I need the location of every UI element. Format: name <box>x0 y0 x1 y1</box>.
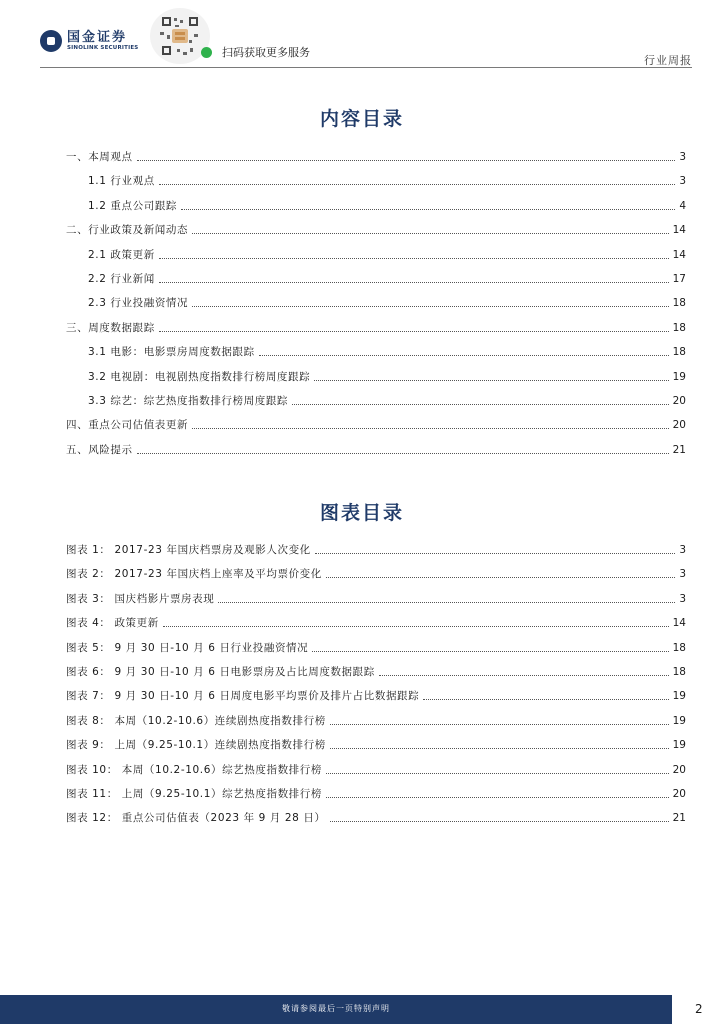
toc-entry-label: 3.2 电视剧：电视剧热度指数排行榜周度跟踪 <box>88 370 311 383</box>
logo-mark-icon <box>40 30 62 52</box>
footer-disclaimer: 敬请参阅最后一页特别声明 <box>282 1004 390 1013</box>
figure-entry-label: 图表 3： 国庆档影片票房表现 <box>66 592 215 605</box>
toc-entry-label: 二、行业政策及新闻动态 <box>66 224 189 237</box>
figure-entry-page: 20 <box>672 788 686 800</box>
figure-entry-label: 图表 12： 重点公司估值表（2023 年 9 月 28 日） <box>66 812 326 825</box>
toc-entry-page: 3 <box>679 175 686 188</box>
toc-entry[interactable] <box>88 296 686 310</box>
figure-entry-page: 20 <box>672 763 686 776</box>
page-header <box>0 0 724 68</box>
toc-entry-page: 18 <box>672 297 686 310</box>
toc-entry-page: 17 <box>672 273 686 285</box>
figure-entry-page: 19 <box>672 690 686 703</box>
figure-entry[interactable] <box>66 665 686 679</box>
toc-entry[interactable] <box>66 223 686 237</box>
toc-entry[interactable] <box>66 443 686 457</box>
dot-leader <box>330 724 669 725</box>
toc-entry-page: 18 <box>672 321 686 334</box>
dot-leader <box>159 184 675 185</box>
figure-entry-label: 图表 1： 2017-23 年国庆档票房及观影人次变化 <box>66 544 311 556</box>
toc-entry-page: 4 <box>679 199 686 212</box>
toc-entry-label: 3.1 电影：电影票房周度数据跟踪 <box>88 346 255 359</box>
dot-leader <box>159 331 669 332</box>
dot-leader <box>192 233 669 234</box>
toc-entry-label: 3.3 综艺：综艺热度指数排行榜周度跟踪 <box>88 395 289 407</box>
toc-entry[interactable] <box>88 199 686 213</box>
figure-entry[interactable] <box>66 811 686 825</box>
dot-leader <box>312 651 668 652</box>
figure-entry-label: 图表 10： 本周（10.2-10.6）综艺热度指数排行榜 <box>66 763 322 776</box>
report-type-label: 行业周报 <box>644 54 692 67</box>
toc-entry-label: 一、本周观点 <box>66 151 133 163</box>
figures-title: 图表目录 <box>319 502 404 524</box>
figure-entry-page: 14 <box>672 617 686 630</box>
figure-entry-page: 3 <box>679 592 686 605</box>
figure-entry-label: 图表 7： 9 月 30 日-10 月 6 日周度电影平均票价及排片占比数据跟踪 <box>66 690 420 703</box>
dot-leader <box>137 160 676 161</box>
page-number: 2 <box>695 1002 703 1016</box>
figure-entry-label: 图表 8： 本周（10.2-10.6）连续剧热度指数排行榜 <box>66 714 326 727</box>
toc-entry[interactable] <box>88 394 686 408</box>
dot-leader <box>163 626 669 627</box>
dot-leader <box>330 748 669 749</box>
figure-entry[interactable] <box>66 714 686 728</box>
wechat-badge-icon <box>201 47 212 58</box>
figure-entry[interactable] <box>66 641 686 655</box>
dot-leader <box>218 602 675 603</box>
figure-entry-label: 图表 6： 9 月 30 日-10 月 6 日电影票房及占比周度数据跟踪 <box>66 666 375 678</box>
toc-entry[interactable] <box>66 418 686 432</box>
figure-entry-page: 18 <box>672 641 686 654</box>
toc-entry[interactable] <box>88 370 686 384</box>
figure-entry[interactable] <box>66 763 686 777</box>
sinolink-logo <box>40 28 138 54</box>
toc-entry-label: 五、风险提示 <box>66 443 133 456</box>
toc-entry-page: 14 <box>672 248 686 261</box>
figure-entry-label: 图表 2： 2017-23 年国庆档上座率及平均票价变化 <box>66 568 322 581</box>
figure-entry-page: 3 <box>679 568 686 581</box>
toc-entry-page: 20 <box>672 419 686 432</box>
toc-entry[interactable] <box>66 321 686 335</box>
figure-entry[interactable] <box>66 567 686 581</box>
toc-entry-label: 2.2 行业新闻 <box>88 273 155 285</box>
brand-name-cn: 国金证券 <box>67 29 128 45</box>
dot-leader <box>192 306 668 307</box>
toc-entry-page: 3 <box>679 151 686 163</box>
dot-leader <box>330 821 669 822</box>
toc-entry[interactable] <box>88 248 686 262</box>
figure-entry[interactable] <box>66 592 686 606</box>
dot-leader <box>181 209 675 210</box>
figure-entry[interactable] <box>66 738 686 752</box>
dot-leader <box>379 675 669 676</box>
toc-entry-label: 1.1 行业观点 <box>88 175 155 188</box>
toc-entry-page: 14 <box>672 224 686 237</box>
figure-entry-page: 21 <box>672 812 686 825</box>
dot-leader <box>259 355 669 356</box>
toc-entry-label: 2.1 政策更新 <box>88 248 155 261</box>
dot-leader <box>292 404 669 405</box>
dot-leader <box>159 282 669 283</box>
figure-entry-label: 图表 4： 政策更新 <box>66 617 159 630</box>
dot-leader <box>192 428 669 429</box>
figure-entry-label: 图表 5： 9 月 30 日-10 月 6 日行业投融资情况 <box>66 641 309 654</box>
figure-entry-page: 19 <box>672 739 686 752</box>
figure-entry-label: 图表 11： 上周（9.25-10.1）综艺热度指数排行榜 <box>66 788 322 800</box>
toc-entry-label: 1.2 重点公司跟踪 <box>88 199 178 212</box>
figure-entry-label: 图表 9： 上周（9.25-10.1）连续剧热度指数排行榜 <box>66 739 326 752</box>
toc-entry[interactable] <box>66 150 686 164</box>
toc-entry[interactable] <box>88 272 686 286</box>
figure-entry[interactable] <box>66 689 686 703</box>
figure-entry[interactable] <box>66 543 686 557</box>
header-divider <box>40 67 692 68</box>
figure-entry[interactable] <box>66 616 686 630</box>
toc-entry[interactable] <box>88 345 686 359</box>
contents-title: 内容目录 <box>319 108 404 130</box>
dot-leader <box>326 577 675 578</box>
toc-entry-label: 三、周度数据跟踪 <box>66 321 155 334</box>
dot-leader <box>314 380 668 381</box>
dot-leader <box>423 699 668 700</box>
figure-entry-page: 18 <box>672 666 686 678</box>
dot-leader <box>326 773 669 774</box>
figure-entry-page: 3 <box>679 544 686 556</box>
toc-entry-label: 2.3 行业投融资情况 <box>88 297 189 310</box>
toc-entry-label: 四、重点公司估值表更新 <box>66 419 189 432</box>
toc-entry-page: 20 <box>672 395 686 407</box>
figure-entry-page: 19 <box>672 714 686 727</box>
toc-entry-page: 18 <box>672 346 686 359</box>
dot-leader <box>137 453 669 454</box>
dot-leader <box>315 553 676 554</box>
toc-entry-page: 21 <box>672 443 686 456</box>
toc-entry-page: 19 <box>672 370 686 383</box>
scan-prompt: 扫码获取更多服务 <box>222 46 310 59</box>
figure-entry[interactable] <box>66 787 686 801</box>
toc-entry[interactable] <box>88 174 686 188</box>
dot-leader <box>326 797 669 798</box>
dot-leader <box>159 258 669 259</box>
brand-name-en: SINOLINK SECURITIES <box>67 44 139 51</box>
